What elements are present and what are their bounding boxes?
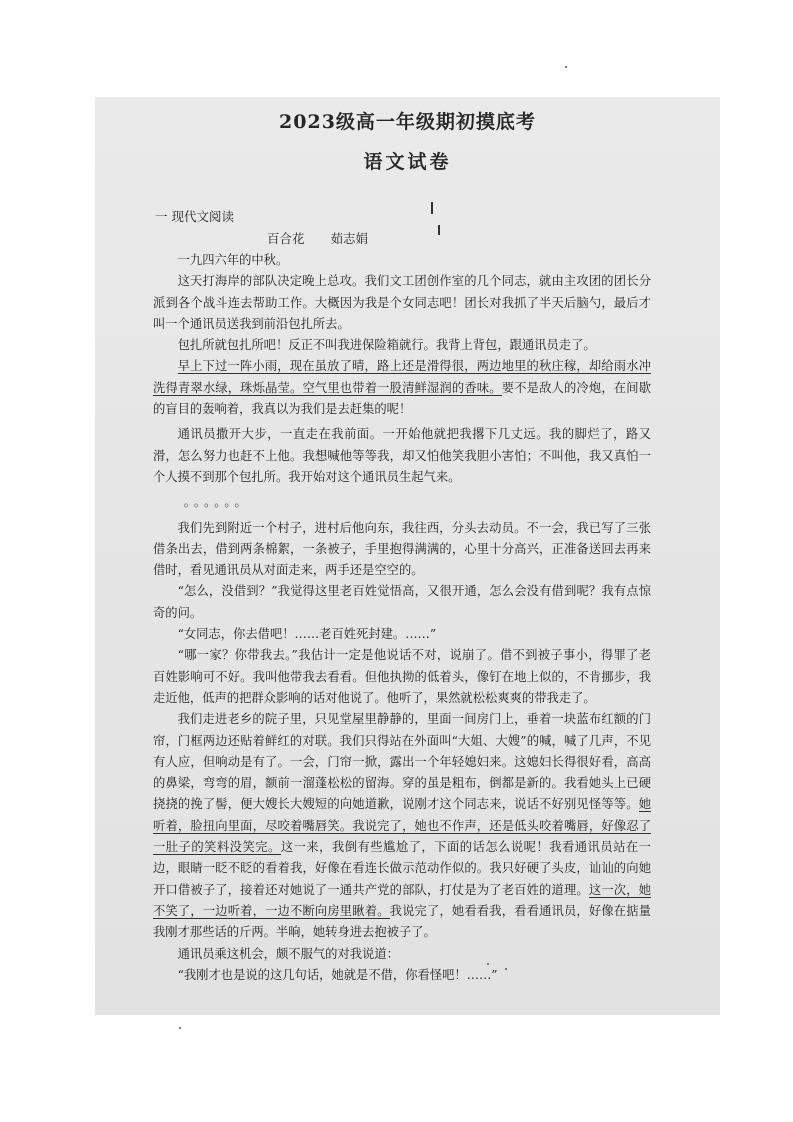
section-heading: 一 现代文阅读 [155,209,234,224]
paragraph: “哪一家？你带我去。”我估计一定是他说话不对，说崩了。借不到被子事小，得罪了老百姓影响可不好。我叫他带我去看看。但他执拗的低着头，像钉在地上似的，不肯挪步，我走近他，低声的把群众影响的话对他说了。他听了，果然就松松爽爽的带我走了。 [153,648,651,705]
paragraph: 通讯员撒开大步，一直走在我前面。一开始他就把我撂下几丈远。我的脚烂了，路又滑，怎么努力也赶不上他。我想喊他等等我，却又怕他笑我胆小害怕；不叫他，我又真怕一个人摸不到那个包扎所。我开始对这个通讯员生起气来。 [153,427,651,484]
paragraph-text: 这一来，我倒有些尴尬了，下面的话怎么说呢！我看通讯员站在一边，眼睛一眨不眨的看着我，好像在看连长做示范动作似的。我只好硬了头皮，讪讪的向她开口借被子了，接着还对她说了一通共产党的部队，打仗是为了老百姓的道理。 [153,840,651,897]
ink-speck [565,66,567,68]
paragraph-text: 我们走进老乡的院子里，只见堂屋里静静的，里面一间房门上，垂着一块蓝布红额的门帘，门框两边还贴着鲜红的对联。我们只得站在外面叫“大姐、大嫂”的喊，喊了几声，不见有人应，但响动是有了。一会，门帘一掀，露出一个年轻媳妇来。这媳妇长得很好看，高高的鼻梁，弯弯的眉，额前一溜蓬松松的留海。穿的虽是粗布，倒都是新的。我看她头上已硬挠挠的挽了髻，便大嫂长大嫂短的向她道歉，说刚才这个同志来，说话不好别见怪等等。 [153,712,651,812]
paragraph: 包扎所就包扎所吧！反正不叫我进保险箱就行。我背上背包，跟通讯员走了。 [177,338,596,353]
story-byline [267,229,368,247]
ellipsis-break: 。。。。。。 [183,495,251,510]
pen-mark [438,225,440,235]
paragraph-text: 我说完了，她看看我，看看通讯员，好像在掂量我刚才那些话的斤两。半晌，她转身进去抱被子了。 [153,903,651,940]
paragraph: “怎么，没借到？”我觉得这里老百姓觉悟高，又很开通，怎么会没有借到呢？我有点惊奇的问。 [153,584,651,620]
passage [153,250,651,986]
paragraph: “女同志，你去借吧！……老百姓死封建。……” [177,627,437,642]
paragraph-text: 要不是敌人的冷炮，在间歇的盲目的轰响着，我真以为我们是去赶集的呢！ [153,380,651,417]
paragraph: “我刚才也是说的这几句话，她就是不借，你看怪吧！……” [177,967,498,982]
ink-speck [505,968,507,970]
paragraph [153,709,651,943]
story-title: 百合花 [267,231,305,246]
scanned-exam-page [95,97,720,1015]
exam-subtitle: 语文试卷 [363,151,452,173]
paragraph [153,356,651,420]
exam-title: 2023级高一年级期初摸底考 [279,111,536,133]
paragraph: 通讯员乘这机会，颇不服气的对我说道： [177,946,399,961]
underlined-text: 这一次，她不笑了，一边听着，一边不断向房里瞅着。 [153,882,651,918]
story-author: 茹志娟 [330,231,369,246]
ink-speck [487,963,489,965]
paragraph: 一九四六年的中秋。 [177,253,289,267]
ink-speck [179,1027,181,1029]
paragraph: 这天打海岸的部队决定晚上总攻。我们文工团创作室的几个同志，就由主攻团的团长分派到各个战斗连去帮助工作。大概因为我是个女同志吧！团长对我抓了半天后脑勺，最后才叫一个通讯员送我到前沿包扎所去。 [153,274,651,331]
underlined-text: 早上下过一阵小雨，现在虽放了晴，路上还是滑得很，两边地里的秋庄稼，却给雨水冲洗得青翠水绿，珠烁晶莹。空气里也带着一股清鲜湿润的香味。 [153,359,651,395]
pen-mark [431,202,433,214]
paragraph: 我们先到附近一个村子，进村后他向东，我往西，分头去动员。不一会，我已写了三张借条出去，借到两条棉絮，一条被子，手里抱得满满的，心里十分高兴，正准备送回去再来借时，看见通讯员从对面走来，两手还是空空的。 [153,520,651,578]
underlined-text: 她听着，脸扭向里面，尽咬着嘴唇笑。我说完了，她也不作声，还是低头咬着嘴唇，好像忍了一肚子的笑料没笑完。 [153,797,651,855]
